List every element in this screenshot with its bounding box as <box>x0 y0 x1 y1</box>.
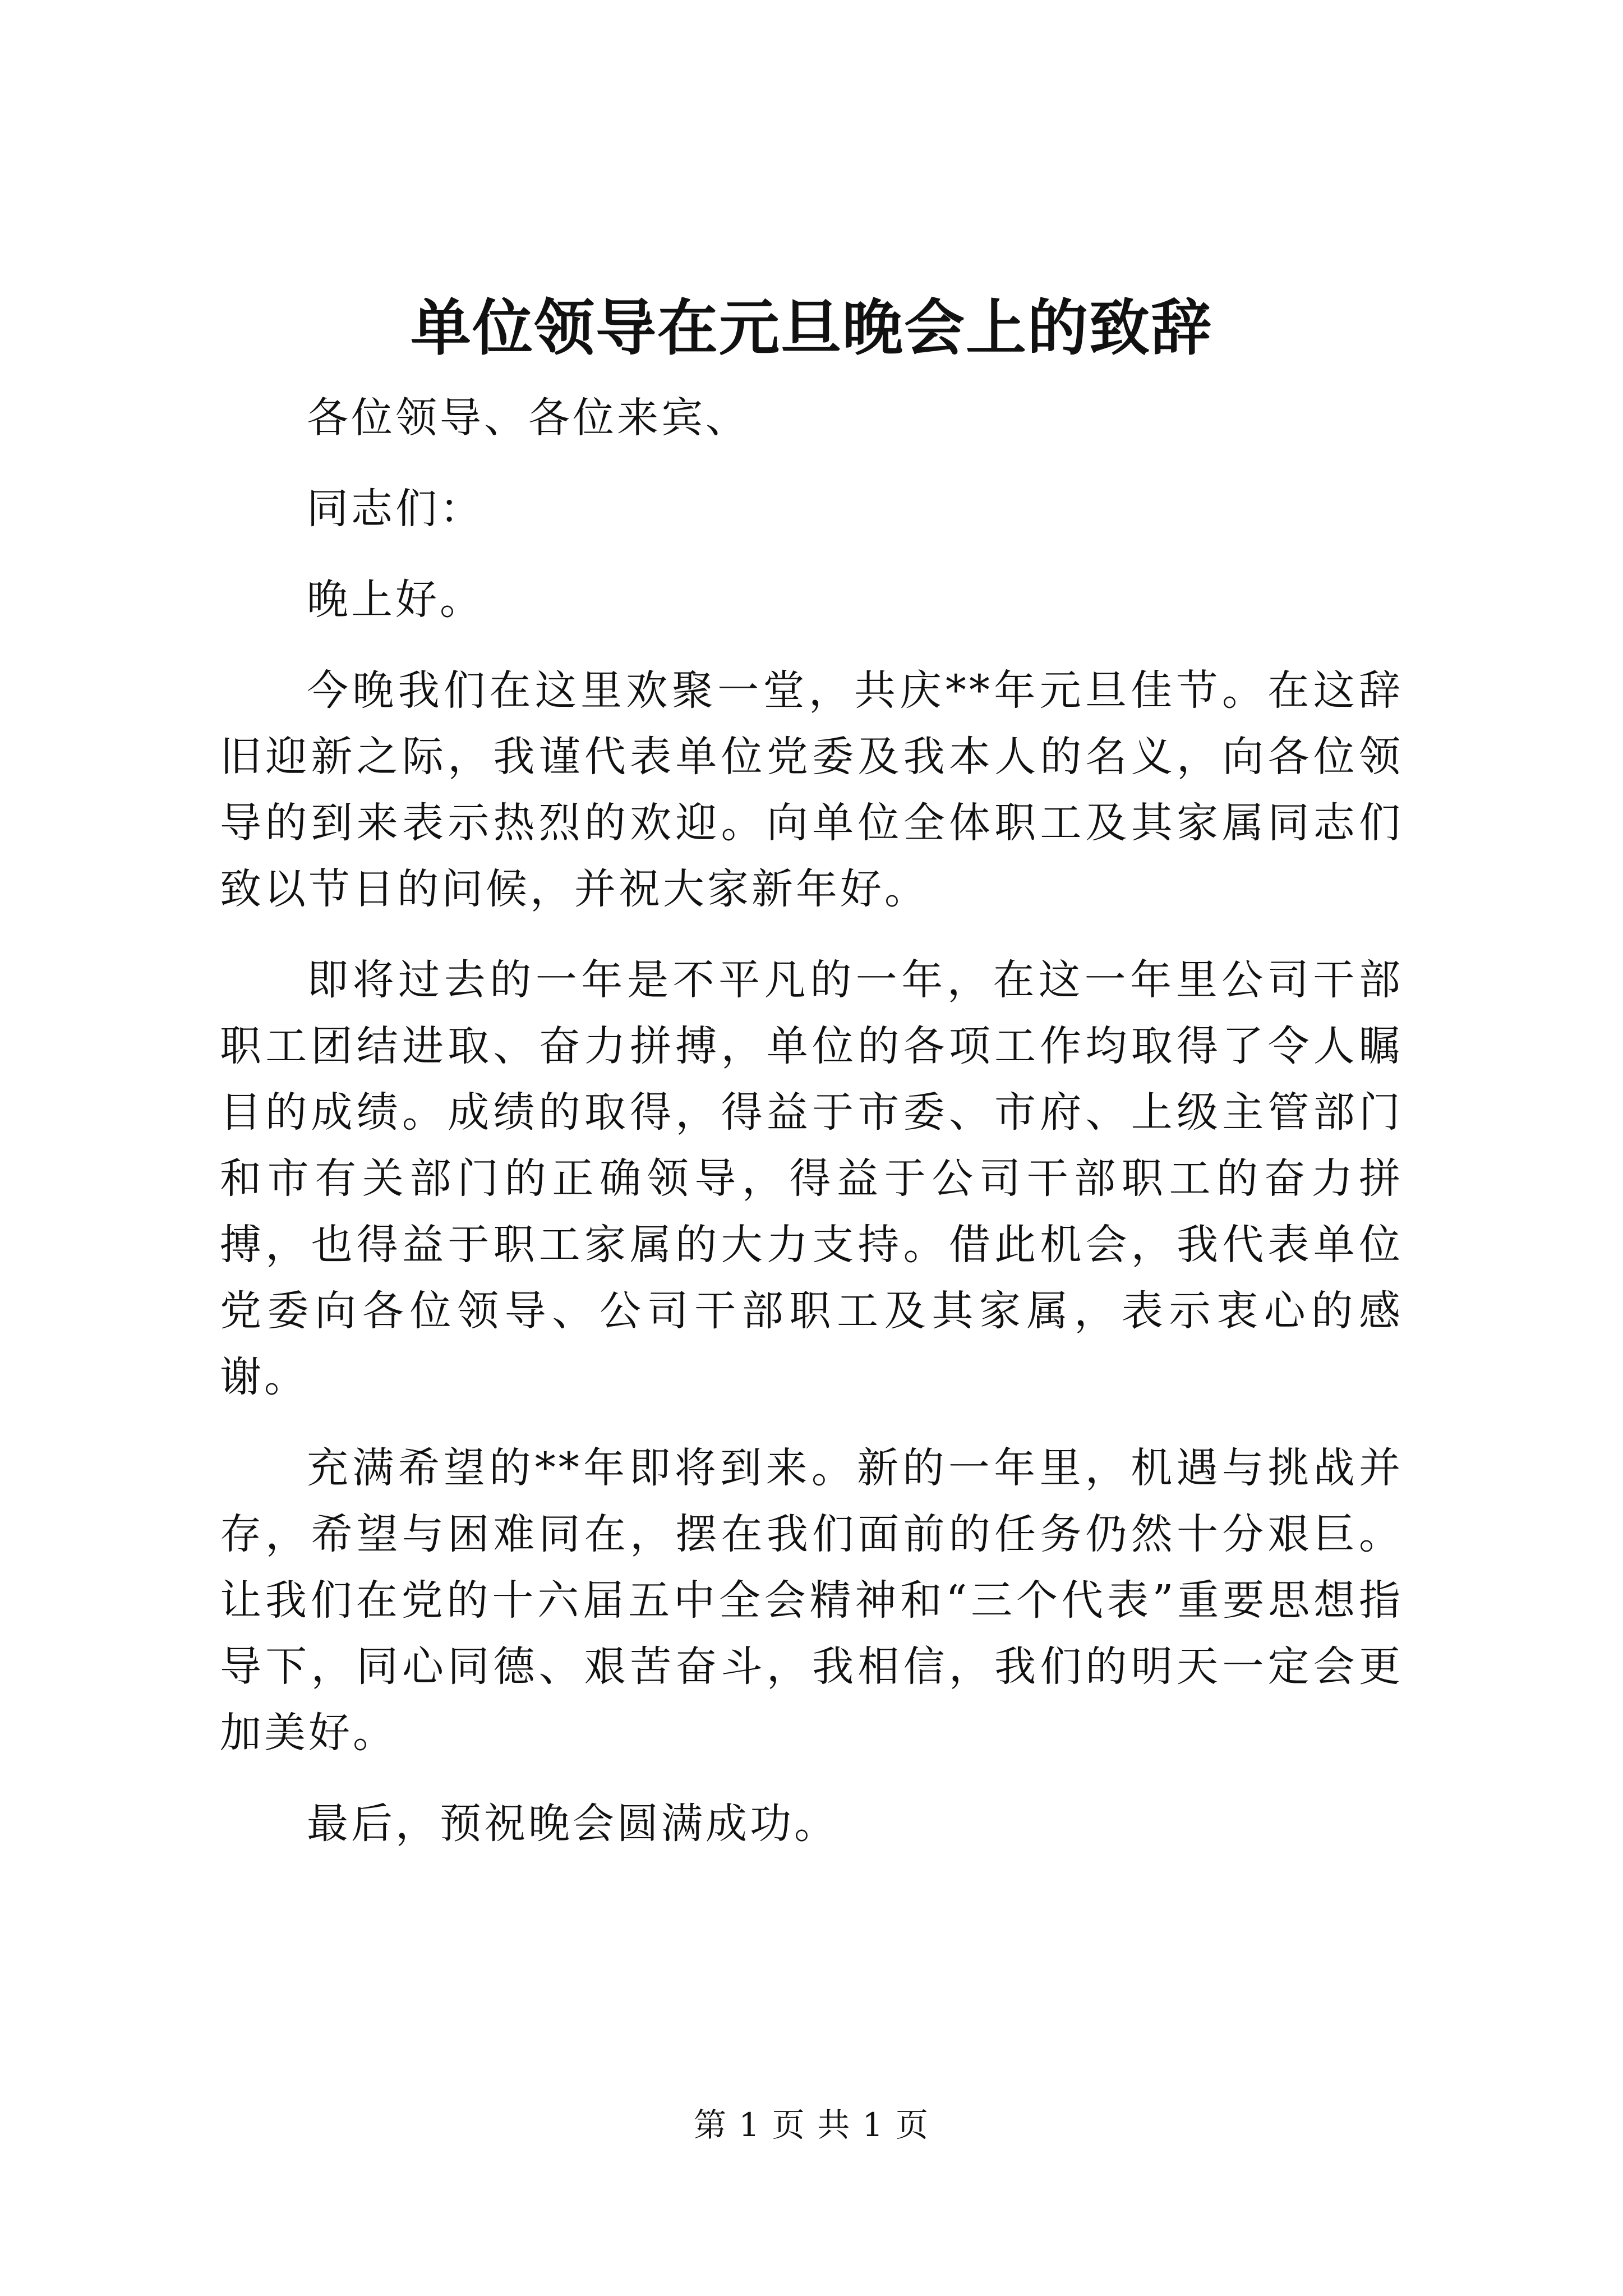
paragraph-1: 今晚我们在这里欢聚一堂，共庆**年元旦佳节。在这辞旧迎新之际，我谨代表单位党委及我本人的名义，向各位领导的到来表示热烈的欢迎。向单位全体职工及其家属同志们致以节日的问候，并祝大家新年好。 <box>220 666 1403 913</box>
salutation-line-1: 各位领导、各位来宾、 <box>307 394 750 442</box>
greeting-line: 晚上好。 <box>307 576 484 624</box>
paragraph-3: 充满希望的**年即将到来。新的一年里，机遇与挑战并存，希望与困难同在，摆在我们面前的任务仍然十分艰巨。让我们在党的十六届五中全会精神和“三个代表”重要思想指导下，同心同德、艰苦奋斗，我相信，我们的明天一定会更加美好。 <box>220 1444 1403 1757</box>
page-footer: 第 1 页 共 1 页 <box>694 2106 929 2144</box>
document-body <box>220 385 1403 1881</box>
page-title: 单位领导在元旦晚会上的致辞 <box>410 293 1212 364</box>
salutation-line-2: 同志们： <box>307 485 484 533</box>
paragraph-4: 最后，预祝晚会圆满成功。 <box>307 1800 838 1848</box>
paragraph-2: 即将过去的一年是不平凡的一年，在这一年里公司干部职工团结进取、奋力拼搏，单位的各项工作均取得了令人瞩目的成绩。成绩的取得，得益于市委、市府、上级主管部门和市有关部门的正确领导，得益于公司干部职工的奋力拼搏，也得益于职工家属的大力支持。借此机会，我代表单位党委向各位领导、公司干部职工及其家属，表示衷心的感谢。 <box>220 956 1403 1401</box>
